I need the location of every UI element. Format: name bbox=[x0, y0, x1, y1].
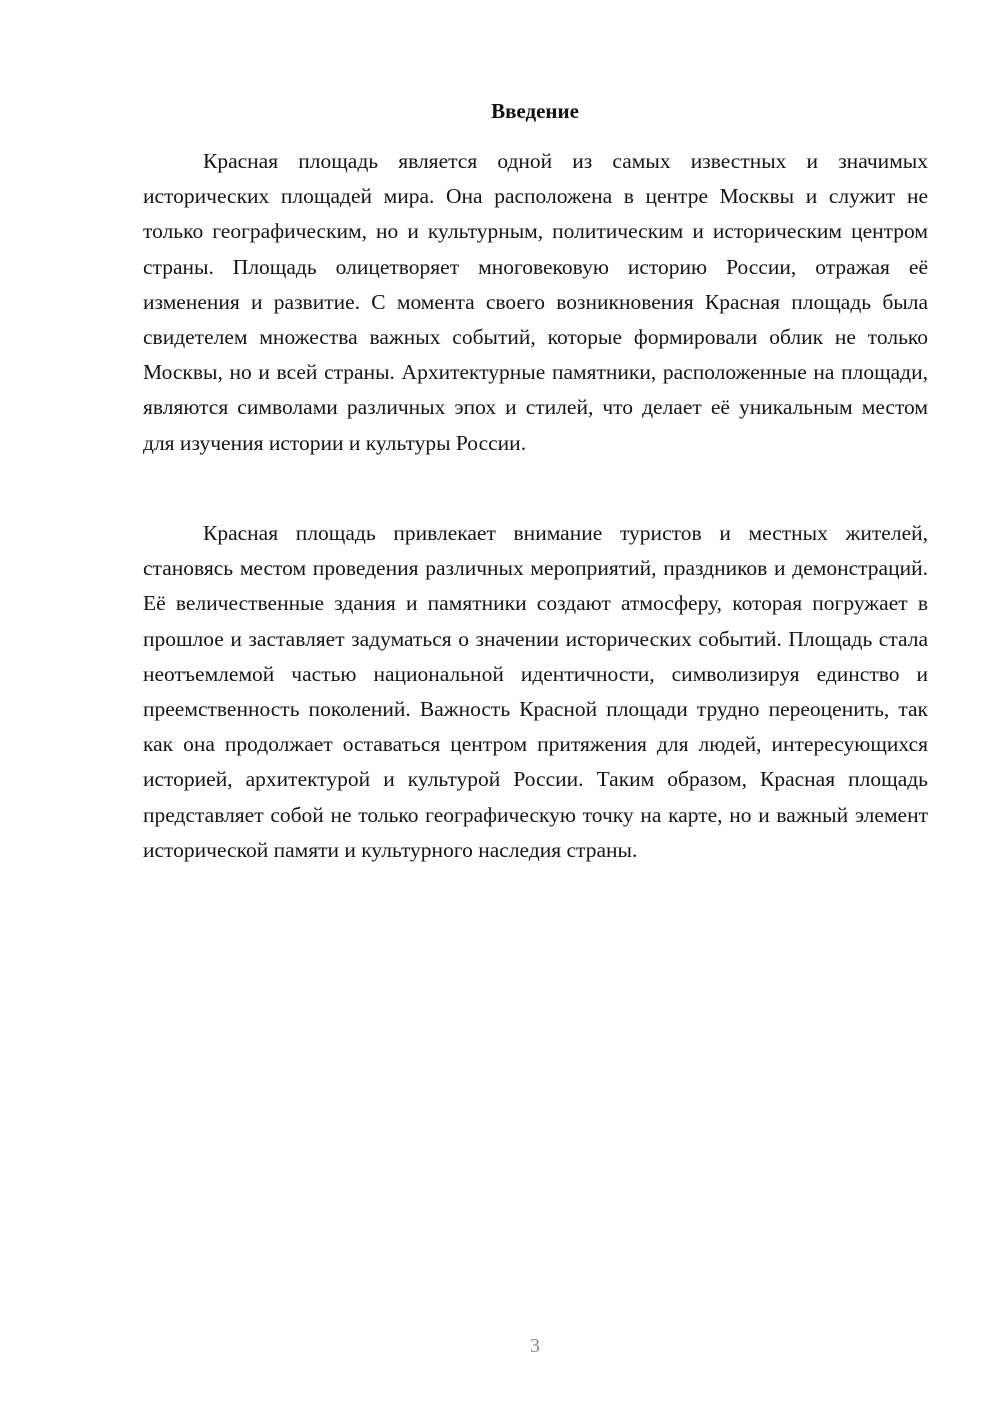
paragraph-2: Красная площадь привлекает внимание туристов и местных жителей, становясь местом проведения различных мероприятий, праздников и демонстраций. Её величественные здания и памятники создают атмосферу, которая погружает в прошлое и заставляет задуматься о значении исторических событий. Площадь стала неотъемлемой частью национальной идентичности, символизируя единство и преемственность поколений. Важность Красной площади трудно переоценить, так как она продолжает оставаться центром притяжения для людей, интересующихся историей, архитектурой и культурой России. Таким образом, Красная площадь представляет собой не только географическую точку на карте, но и важный элемент исторической памяти и культурного наследия страны. bbox=[143, 521, 928, 862]
page-number: 3 bbox=[530, 1335, 540, 1357]
paragraph-1: Красная площадь является одной из самых известных и значимых исторических площадей мира. Она расположена в центре Москвы и служит не только географическим, но и культурным, политическим и историческим центром страны. Площадь олицетворяет многовековую историю России, отражая её изменения и развитие. С момента своего возникновения Красная площадь была свидетелем множества важных событий, которые формировали облик не только Москвы, но и всей страны. Архитектурные памятники, расположенные на площади, являются символами различных эпох и стилей, что делает её уникальным местом для изучения истории и культуры России. bbox=[143, 149, 928, 455]
section-heading: Введение bbox=[491, 99, 579, 123]
